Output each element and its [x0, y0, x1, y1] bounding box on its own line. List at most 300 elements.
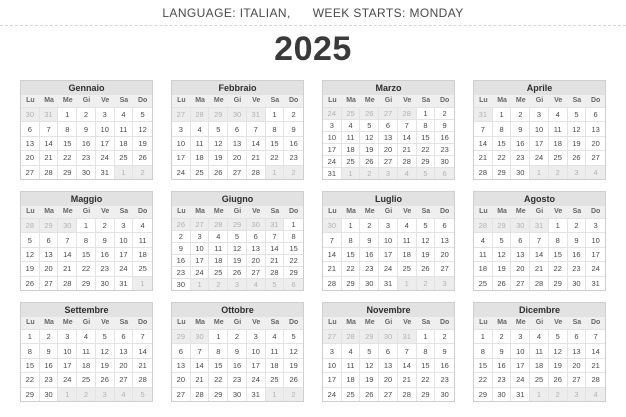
day-cell: 22: [77, 261, 96, 275]
weekday-label: Ma: [195, 97, 205, 104]
day-cell: 15: [209, 358, 228, 372]
day-cell: 12: [96, 343, 115, 357]
day-cell: 16: [435, 358, 454, 372]
days-grid: [172, 218, 303, 290]
day-cell: 29: [493, 165, 512, 179]
day-cell: 24: [247, 372, 266, 386]
day-cell: 19: [133, 136, 152, 150]
days-grid: [474, 329, 605, 401]
weekday-label: Gi: [535, 97, 544, 104]
day-cell-outside-month: 1: [530, 165, 549, 179]
month-title: Maggio: [21, 192, 152, 206]
day-cell: 23: [284, 150, 303, 164]
day-cell: 16: [77, 136, 96, 150]
day-cell: 27: [40, 276, 59, 290]
days-grid: [474, 107, 605, 179]
day-cell: 9: [172, 242, 191, 254]
day-cell-outside-month: 5: [417, 167, 436, 179]
day-cell: 25: [266, 372, 285, 386]
day-cell: 5: [209, 121, 228, 135]
month-title: Aprile: [474, 81, 605, 95]
weekday-label: Sa: [421, 208, 431, 215]
day-cell-outside-month: 30: [21, 107, 40, 121]
day-cell: 1: [21, 329, 40, 343]
weekday-header-row: [21, 95, 152, 107]
weekday-header-row: [172, 206, 303, 218]
month-title: Novembre: [323, 303, 454, 317]
day-cell: 18: [530, 358, 549, 372]
weekday-header-row: [323, 317, 454, 329]
day-cell: 11: [133, 232, 152, 246]
day-cell: 31: [511, 387, 530, 401]
day-cell: 18: [549, 136, 568, 150]
day-cell-outside-month: 2: [284, 165, 303, 179]
day-cell-outside-month: 30: [511, 218, 530, 232]
day-cell: 1: [342, 218, 361, 232]
day-cell: 27: [115, 372, 134, 386]
day-cell: 12: [133, 121, 152, 135]
day-cell: 30: [511, 165, 530, 179]
day-cell: 7: [398, 343, 417, 357]
day-cell: 9: [435, 119, 454, 131]
day-cell: 8: [21, 343, 40, 357]
day-cell: 2: [435, 329, 454, 343]
day-cell: 30: [77, 165, 96, 179]
day-cell: 14: [191, 358, 210, 372]
day-cell: 4: [115, 107, 134, 121]
day-cell: 4: [549, 107, 568, 121]
day-cell: 13: [40, 247, 59, 261]
weekday-label: Ve: [403, 208, 412, 215]
day-cell: 1: [77, 218, 96, 232]
day-cell-outside-month: 6: [284, 278, 303, 290]
day-cell: 28: [323, 276, 342, 290]
weekday-label: Do: [288, 208, 299, 215]
day-cell: 15: [417, 358, 436, 372]
day-cell: 10: [247, 343, 266, 357]
month-giugno: [171, 191, 304, 291]
month-title: Marzo: [323, 81, 454, 95]
month-marzo: [322, 80, 455, 180]
day-cell-outside-month: 1: [266, 387, 285, 401]
day-cell-outside-month: 27: [172, 107, 191, 121]
day-cell: 26: [549, 372, 568, 386]
day-cell: 8: [77, 232, 96, 246]
day-cell: 7: [398, 119, 417, 131]
weekday-label: Ve: [101, 208, 110, 215]
day-cell: 2: [40, 329, 59, 343]
day-cell: 23: [511, 150, 530, 164]
day-cell: 30: [228, 387, 247, 401]
weekday-header-row: [21, 206, 152, 218]
day-cell-outside-month: 1: [398, 276, 417, 290]
days-grid: [21, 218, 152, 290]
day-cell: 7: [133, 329, 152, 343]
day-cell: 17: [58, 358, 77, 372]
day-cell-outside-month: 30: [228, 107, 247, 121]
day-cell: 18: [115, 136, 134, 150]
day-cell: 26: [568, 150, 587, 164]
day-cell: 27: [228, 165, 247, 179]
day-cell-outside-month: 29: [40, 218, 59, 232]
day-cell: 22: [21, 372, 40, 386]
day-cell: 20: [172, 372, 191, 386]
day-cell: 26: [284, 372, 303, 386]
day-cell: 18: [209, 254, 228, 266]
day-cell: 9: [77, 121, 96, 135]
day-cell: 23: [228, 372, 247, 386]
day-cell: 25: [474, 276, 493, 290]
day-cell: 25: [115, 150, 134, 164]
day-cell: 22: [474, 372, 493, 386]
weekday-header-row: [172, 95, 303, 107]
day-cell: 21: [474, 150, 493, 164]
day-cell: 25: [133, 261, 152, 275]
day-cell: 29: [77, 276, 96, 290]
day-cell: 3: [379, 218, 398, 232]
day-cell: 5: [284, 329, 303, 343]
month-ottobre: [171, 302, 304, 402]
day-cell: 14: [586, 343, 605, 357]
weekday-label: Do: [137, 208, 148, 215]
day-cell: 17: [247, 358, 266, 372]
day-cell: 2: [568, 218, 587, 232]
days-grid: [21, 329, 152, 401]
day-cell: 25: [342, 155, 361, 167]
day-cell: 21: [586, 358, 605, 372]
weekday-label: Me: [515, 319, 526, 326]
day-cell: 21: [530, 261, 549, 275]
days-grid: [172, 329, 303, 401]
day-cell: 30: [435, 155, 454, 167]
weekday-label: Gi: [384, 319, 393, 326]
weekday-label: Me: [213, 208, 224, 215]
day-cell-outside-month: 4: [247, 278, 266, 290]
day-cell: 21: [266, 254, 285, 266]
day-cell-outside-month: 1: [342, 167, 361, 179]
day-cell-outside-month: 28: [474, 218, 493, 232]
day-cell: 11: [530, 343, 549, 357]
day-cell: 4: [191, 121, 210, 135]
weekday-label: Me: [213, 97, 224, 104]
day-cell: 18: [342, 372, 361, 386]
weekday-label: Lu: [328, 319, 337, 326]
day-cell: 26: [209, 165, 228, 179]
day-cell: 11: [209, 242, 228, 254]
weekday-label: Me: [515, 208, 526, 215]
weekday-label: Ve: [554, 208, 563, 215]
day-cell: 20: [21, 150, 40, 164]
day-cell: 4: [77, 329, 96, 343]
day-cell: 6: [40, 232, 59, 246]
day-cell: 19: [568, 136, 587, 150]
weekday-header-row: [474, 317, 605, 329]
day-cell-outside-month: 27: [191, 218, 210, 230]
day-cell: 15: [77, 247, 96, 261]
day-cell: 13: [379, 358, 398, 372]
weekday-label: Lu: [328, 208, 337, 215]
day-cell: 8: [342, 232, 361, 246]
day-cell: 30: [568, 276, 587, 290]
weekday-label: Lu: [479, 97, 488, 104]
day-cell: 28: [474, 165, 493, 179]
day-cell-outside-month: 28: [21, 218, 40, 232]
day-cell: 20: [115, 358, 134, 372]
day-cell: 17: [323, 143, 342, 155]
day-cell: 30: [96, 276, 115, 290]
weekday-label: Ve: [554, 97, 563, 104]
day-cell: 16: [493, 358, 512, 372]
day-cell-outside-month: 30: [191, 329, 210, 343]
day-cell: 17: [115, 247, 134, 261]
day-cell: 17: [379, 247, 398, 261]
day-cell: 15: [58, 136, 77, 150]
day-cell: 22: [342, 261, 361, 275]
day-cell: 13: [435, 232, 454, 246]
day-cell: 12: [417, 232, 436, 246]
day-cell: 24: [58, 372, 77, 386]
weekday-label: Lu: [26, 97, 35, 104]
day-cell: 4: [530, 329, 549, 343]
month-gennaio: [20, 80, 153, 180]
days-grid: [474, 218, 605, 290]
weekday-label: Ve: [101, 319, 110, 326]
day-cell-outside-month: 25: [342, 107, 361, 119]
day-cell-outside-month: 2: [209, 278, 228, 290]
day-cell: 1: [266, 107, 285, 121]
day-cell: 22: [417, 143, 436, 155]
day-cell: 15: [284, 242, 303, 254]
day-cell: 24: [115, 261, 134, 275]
weekday-label: Gi: [535, 319, 544, 326]
day-cell-outside-month: 29: [209, 107, 228, 121]
day-cell: 15: [493, 136, 512, 150]
day-cell: 7: [266, 230, 285, 242]
day-cell-outside-month: 1: [115, 165, 134, 179]
day-cell-outside-month: 2: [417, 276, 436, 290]
day-cell: 28: [398, 387, 417, 401]
day-cell: 21: [58, 261, 77, 275]
day-cell: 17: [96, 136, 115, 150]
month-dicembre: [473, 302, 606, 402]
day-cell: 27: [379, 155, 398, 167]
day-cell: 19: [21, 261, 40, 275]
day-cell: 31: [586, 276, 605, 290]
day-cell-outside-month: 29: [228, 218, 247, 230]
day-cell: 7: [586, 329, 605, 343]
day-cell: 8: [417, 343, 436, 357]
day-cell: 19: [228, 254, 247, 266]
day-cell: 1: [58, 107, 77, 121]
day-cell: 16: [228, 358, 247, 372]
day-cell: 10: [96, 121, 115, 135]
day-cell: 24: [323, 155, 342, 167]
day-cell: 5: [360, 119, 379, 131]
weekday-label: Sa: [572, 97, 582, 104]
weekday-label: Lu: [479, 319, 488, 326]
day-cell: 5: [228, 230, 247, 242]
day-cell: 20: [228, 150, 247, 164]
day-cell: 8: [474, 343, 493, 357]
weekday-label: Do: [137, 97, 148, 104]
month-title: Settembre: [21, 303, 152, 317]
day-cell: 3: [115, 218, 134, 232]
day-cell: 15: [342, 247, 361, 261]
weekday-header-row: [323, 95, 454, 107]
weekday-label: Do: [439, 97, 450, 104]
day-cell: 17: [323, 372, 342, 386]
day-cell: 20: [40, 261, 59, 275]
day-cell: 26: [493, 276, 512, 290]
day-cell: 15: [474, 358, 493, 372]
day-cell-outside-month: 28: [209, 218, 228, 230]
day-cell-outside-month: 5: [133, 387, 152, 401]
day-cell: 26: [133, 150, 152, 164]
day-cell: 9: [360, 232, 379, 246]
weekday-label: Gi: [233, 97, 242, 104]
month-novembre: [322, 302, 455, 402]
day-cell: 21: [40, 150, 59, 164]
month-luglio: [322, 191, 455, 291]
day-cell: 27: [435, 261, 454, 275]
weekday-label: Gi: [535, 208, 544, 215]
weekday-label: Ma: [346, 208, 356, 215]
day-cell: 6: [228, 121, 247, 135]
day-cell-outside-month: 3: [379, 167, 398, 179]
weekday-label: Sa: [119, 208, 129, 215]
weekday-label: Gi: [82, 97, 91, 104]
day-cell: 2: [96, 218, 115, 232]
day-cell: 9: [568, 232, 587, 246]
week-start-setting-label: WEEK STARTS: MONDAY: [312, 6, 464, 20]
day-cell: 25: [398, 261, 417, 275]
day-cell: 13: [115, 343, 134, 357]
day-cell: 7: [530, 232, 549, 246]
weekday-header-row: [172, 317, 303, 329]
day-cell: 26: [96, 372, 115, 386]
day-cell-outside-month: 2: [549, 165, 568, 179]
day-cell: 2: [435, 107, 454, 119]
weekday-label: Ve: [554, 319, 563, 326]
day-cell: 13: [379, 131, 398, 143]
day-cell: 30: [493, 387, 512, 401]
month-title: Luglio: [323, 192, 454, 206]
weekday-label: Ma: [44, 319, 54, 326]
day-cell: 31: [115, 276, 134, 290]
day-cell: 13: [586, 121, 605, 135]
day-cell: 14: [133, 343, 152, 357]
day-cell: 29: [284, 266, 303, 278]
day-cell: 3: [586, 218, 605, 232]
day-cell: 12: [549, 343, 568, 357]
weekday-label: Ma: [346, 97, 356, 104]
day-cell: 6: [379, 343, 398, 357]
day-cell: 19: [417, 247, 436, 261]
day-cell: 13: [21, 136, 40, 150]
day-cell: 6: [568, 329, 587, 343]
day-cell: 11: [266, 343, 285, 357]
day-cell: 28: [191, 387, 210, 401]
day-cell: 27: [511, 276, 530, 290]
day-cell: 15: [417, 131, 436, 143]
day-cell: 26: [360, 155, 379, 167]
day-cell: 1: [549, 218, 568, 232]
day-cell: 2: [360, 218, 379, 232]
days-grid: [323, 218, 454, 290]
day-cell: 7: [323, 232, 342, 246]
weekday-label: Ma: [44, 208, 54, 215]
month-title: Dicembre: [474, 303, 605, 317]
day-cell-outside-month: 28: [342, 329, 361, 343]
day-cell: 10: [586, 232, 605, 246]
day-cell-outside-month: 4: [586, 165, 605, 179]
weekday-label: Ma: [497, 208, 507, 215]
day-cell: 29: [417, 387, 436, 401]
weekday-label: Lu: [177, 97, 186, 104]
day-cell: 6: [379, 119, 398, 131]
day-cell: 9: [284, 121, 303, 135]
day-cell: 14: [266, 242, 285, 254]
day-cell: 15: [549, 247, 568, 261]
day-cell: 14: [58, 247, 77, 261]
day-cell: 3: [323, 119, 342, 131]
days-grid: [323, 107, 454, 179]
day-cell: 7: [191, 343, 210, 357]
day-cell: 27: [172, 387, 191, 401]
day-cell: 19: [209, 150, 228, 164]
day-cell: 18: [342, 143, 361, 155]
day-cell: 17: [586, 247, 605, 261]
day-cell: 13: [247, 242, 266, 254]
month-maggio: [20, 191, 153, 291]
day-cell: 12: [360, 358, 379, 372]
weekday-label: Ma: [346, 319, 356, 326]
day-cell: 14: [40, 136, 59, 150]
day-cell: 11: [77, 343, 96, 357]
day-cell: 2: [511, 107, 530, 121]
day-cell: 24: [172, 165, 191, 179]
weekday-label: Lu: [177, 319, 186, 326]
day-cell-outside-month: 29: [360, 329, 379, 343]
day-cell: 12: [493, 247, 512, 261]
day-cell: 30: [40, 387, 59, 401]
day-cell: 31: [247, 387, 266, 401]
day-cell: 23: [40, 372, 59, 386]
day-cell: 20: [586, 136, 605, 150]
day-cell: 16: [172, 254, 191, 266]
day-cell: 3: [247, 329, 266, 343]
day-cell-outside-month: 31: [530, 218, 549, 232]
day-cell: 4: [209, 230, 228, 242]
day-cell: 14: [474, 136, 493, 150]
day-cell: 30: [360, 276, 379, 290]
day-cell: 9: [435, 343, 454, 357]
day-cell: 2: [493, 329, 512, 343]
weekday-header-row: [474, 206, 605, 218]
weekday-label: Ve: [403, 319, 412, 326]
weekday-label: Ma: [497, 319, 507, 326]
weekday-label: Me: [62, 319, 73, 326]
day-cell: 13: [568, 343, 587, 357]
day-cell: 19: [493, 261, 512, 275]
day-cell: 4: [474, 232, 493, 246]
day-cell: 18: [398, 247, 417, 261]
day-cell: 8: [209, 343, 228, 357]
weekday-label: Sa: [572, 208, 582, 215]
day-cell: 8: [58, 121, 77, 135]
day-cell-outside-month: 28: [398, 107, 417, 119]
weekday-label: Ve: [101, 97, 110, 104]
